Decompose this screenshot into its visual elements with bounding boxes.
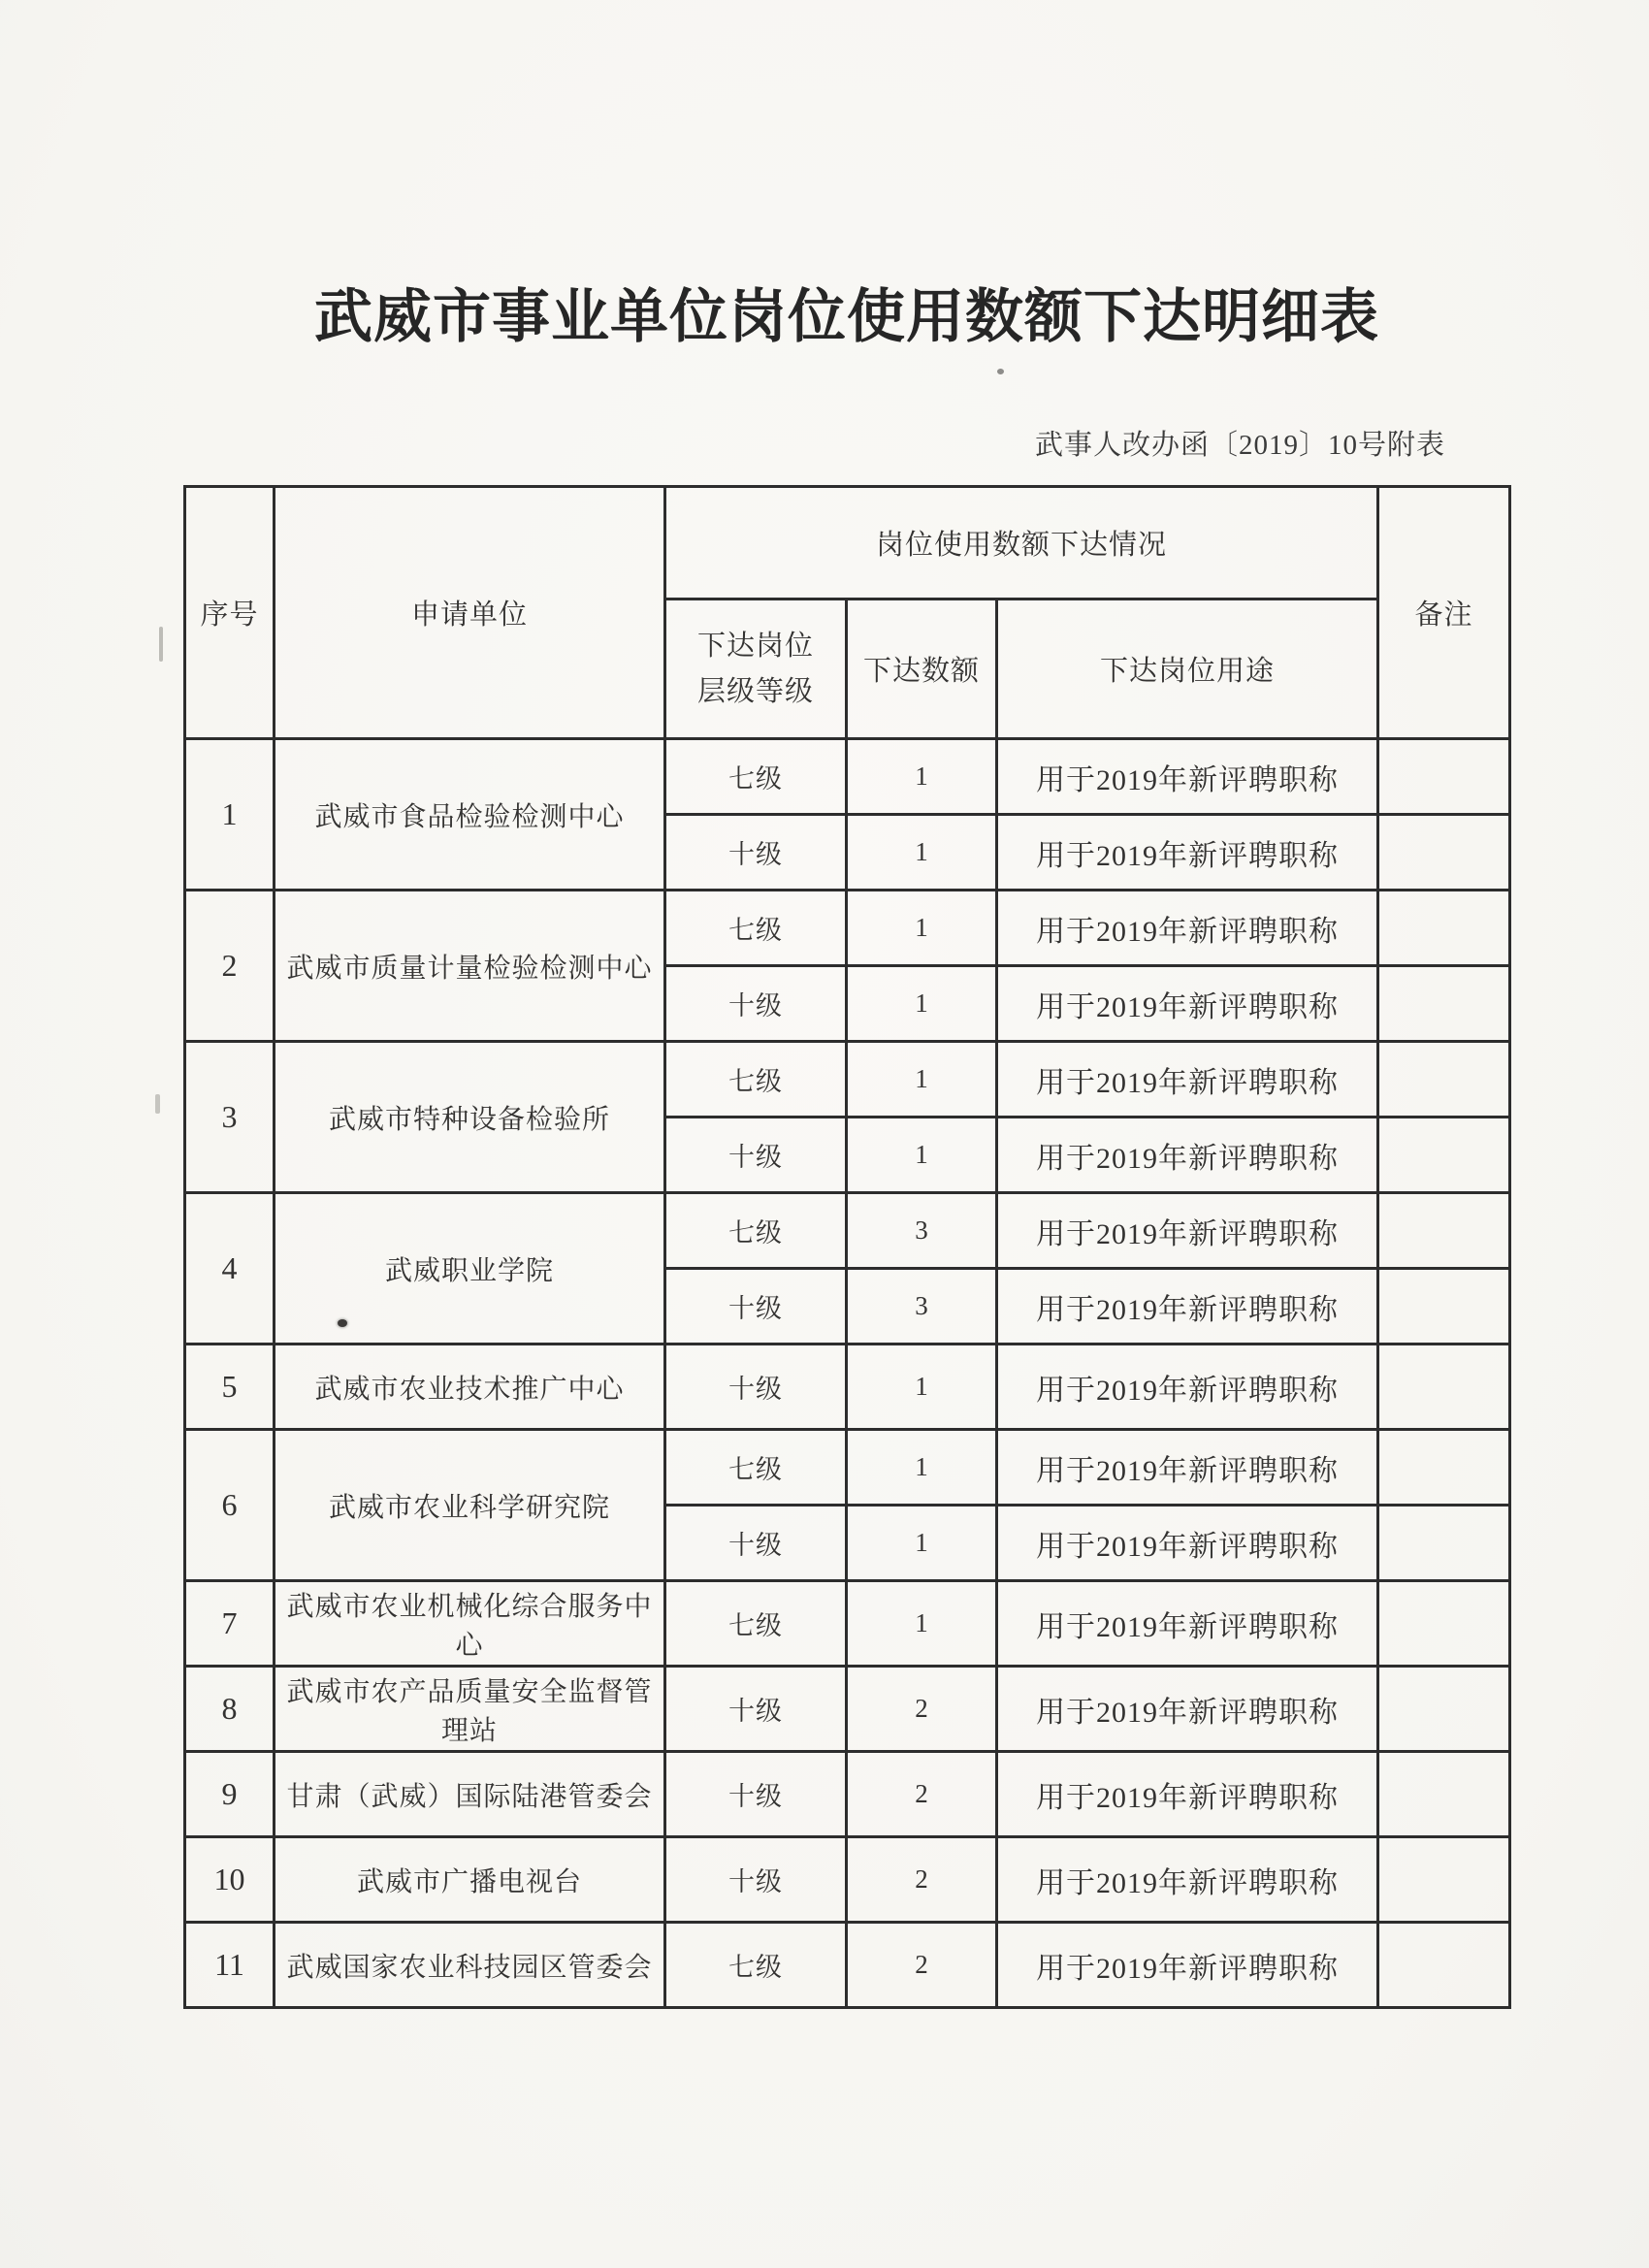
header-level [665, 599, 847, 739]
level-cell: 十级 [665, 1837, 847, 1923]
table-row [185, 1581, 1510, 1667]
row-number-cell: 10 [185, 1837, 275, 1923]
unit-cell: 武威市农业机械化综合服务中心 [275, 1581, 665, 1667]
header-purpose: 下达岗位用途 [997, 599, 1378, 739]
level-cell: 七级 [665, 1193, 847, 1269]
remark-cell [1378, 891, 1510, 966]
table-row [185, 891, 1510, 966]
amount-cell: 1 [847, 891, 997, 966]
level-cell: 七级 [665, 739, 847, 815]
purpose-cell: 用于2019年新评聘职称 [997, 1506, 1378, 1581]
remark-cell [1378, 1345, 1510, 1430]
unit-cell: 武威市广播电视台 [275, 1837, 665, 1923]
level-cell: 十级 [665, 815, 847, 891]
amount-cell: 1 [847, 966, 997, 1042]
purpose-cell: 用于2019年新评聘职称 [997, 1042, 1378, 1118]
unit-cell: 武威市特种设备检验所 [275, 1042, 665, 1193]
amount-cell: 1 [847, 1581, 997, 1667]
level-cell: 十级 [665, 1752, 847, 1837]
purpose-cell: 用于2019年新评聘职称 [997, 739, 1378, 815]
amount-cell: 2 [847, 1667, 997, 1752]
scan-edge-mark [159, 627, 163, 662]
unit-cell: 武威职业学院 [275, 1193, 665, 1345]
row-number-cell: 9 [185, 1752, 275, 1837]
remark-cell [1378, 1430, 1510, 1506]
table-header [185, 487, 1510, 739]
unit-cell: 武威市质量计量检验检测中心 [275, 891, 665, 1042]
purpose-cell: 用于2019年新评聘职称 [997, 1667, 1378, 1752]
table-row [185, 739, 1510, 815]
document-title: 武威市事业单位岗位使用数额下达明细表 [314, 285, 1379, 349]
header-allocation-group: 岗位使用数额下达情况 [665, 487, 1378, 599]
remark-cell [1378, 1042, 1510, 1118]
purpose-cell: 用于2019年新评聘职称 [997, 1345, 1378, 1430]
remark-cell [1378, 1837, 1510, 1923]
level-cell: 十级 [665, 1118, 847, 1193]
table-row [185, 1345, 1510, 1430]
ink-speck [338, 1319, 347, 1327]
table-row [185, 1752, 1510, 1837]
amount-cell: 1 [847, 1430, 997, 1506]
amount-cell: 3 [847, 1269, 997, 1345]
purpose-cell: 用于2019年新评聘职称 [997, 1118, 1378, 1193]
level-cell: 十级 [665, 1345, 847, 1430]
table-row [185, 1837, 1510, 1923]
level-cell: 七级 [665, 1923, 847, 2008]
remark-cell [1378, 815, 1510, 891]
remark-cell [1378, 966, 1510, 1042]
header-unit: 申请单位 [275, 487, 665, 739]
level-cell: 十级 [665, 1506, 847, 1581]
amount-cell: 1 [847, 739, 997, 815]
row-number-cell: 1 [185, 739, 275, 891]
header-level-label: 下达岗位层级等级 [696, 631, 814, 707]
remark-cell [1378, 1118, 1510, 1193]
remark-cell [1378, 1193, 1510, 1269]
purpose-cell: 用于2019年新评聘职称 [997, 815, 1378, 891]
row-number-cell: 7 [185, 1581, 275, 1667]
table-row [185, 1923, 1510, 2008]
remark-cell [1378, 1269, 1510, 1345]
level-cell: 十级 [665, 966, 847, 1042]
allocation-table [183, 485, 1511, 2009]
remark-cell [1378, 1667, 1510, 1752]
remark-cell [1378, 739, 1510, 815]
header-amount: 下达数额 [847, 599, 997, 739]
row-number-cell: 4 [185, 1193, 275, 1345]
level-cell: 七级 [665, 1430, 847, 1506]
table-row [185, 1193, 1510, 1269]
unit-cell: 武威市农产品质量安全监督管理站 [275, 1667, 665, 1752]
header-row-top [185, 487, 1510, 599]
amount-cell: 1 [847, 815, 997, 891]
purpose-cell: 用于2019年新评聘职称 [997, 1581, 1378, 1667]
level-cell: 七级 [665, 1581, 847, 1667]
table-body [185, 739, 1510, 2008]
row-number-cell: 6 [185, 1430, 275, 1581]
row-number-cell: 2 [185, 891, 275, 1042]
amount-cell: 1 [847, 1042, 997, 1118]
level-cell: 七级 [665, 1042, 847, 1118]
unit-cell: 武威市农业技术推广中心 [275, 1345, 665, 1430]
purpose-cell: 用于2019年新评聘职称 [997, 1269, 1378, 1345]
header-seq: 序号 [185, 487, 275, 739]
level-cell: 七级 [665, 891, 847, 966]
table-row [185, 1042, 1510, 1118]
purpose-cell: 用于2019年新评聘职称 [997, 1752, 1378, 1837]
amount-cell: 2 [847, 1923, 997, 2008]
amount-cell: 2 [847, 1752, 997, 1837]
amount-cell: 1 [847, 1118, 997, 1193]
purpose-cell: 用于2019年新评聘职称 [997, 1193, 1378, 1269]
remark-cell [1378, 1752, 1510, 1837]
purpose-cell: 用于2019年新评聘职称 [997, 1923, 1378, 2008]
row-number-cell: 5 [185, 1345, 275, 1430]
purpose-cell: 用于2019年新评聘职称 [997, 966, 1378, 1042]
remark-cell [1378, 1506, 1510, 1581]
header-remark: 备注 [1378, 487, 1510, 739]
unit-cell: 武威市农业科学研究院 [275, 1430, 665, 1581]
purpose-cell: 用于2019年新评聘职称 [997, 1837, 1378, 1923]
unit-cell: 武威市食品检验检测中心 [275, 739, 665, 891]
unit-cell: 甘肃（武威）国际陆港管委会 [275, 1752, 665, 1837]
unit-cell: 武威国家农业科技园区管委会 [275, 1923, 665, 2008]
table-row [185, 1430, 1510, 1506]
row-number-cell: 11 [185, 1923, 275, 2008]
scan-edge-mark [155, 1094, 160, 1114]
ink-speck [997, 369, 1004, 374]
purpose-cell: 用于2019年新评聘职称 [997, 1430, 1378, 1506]
amount-cell: 2 [847, 1837, 997, 1923]
document-reference-note: 武事人改办函〔2019〕10号附表 [1034, 430, 1445, 461]
table-row [185, 1667, 1510, 1752]
amount-cell: 3 [847, 1193, 997, 1269]
row-number-cell: 8 [185, 1667, 275, 1752]
remark-cell [1378, 1923, 1510, 2008]
amount-cell: 1 [847, 1506, 997, 1581]
level-cell: 十级 [665, 1667, 847, 1752]
amount-cell: 1 [847, 1345, 997, 1430]
remark-cell [1378, 1581, 1510, 1667]
row-number-cell: 3 [185, 1042, 275, 1193]
level-cell: 十级 [665, 1269, 847, 1345]
purpose-cell: 用于2019年新评聘职称 [997, 891, 1378, 966]
